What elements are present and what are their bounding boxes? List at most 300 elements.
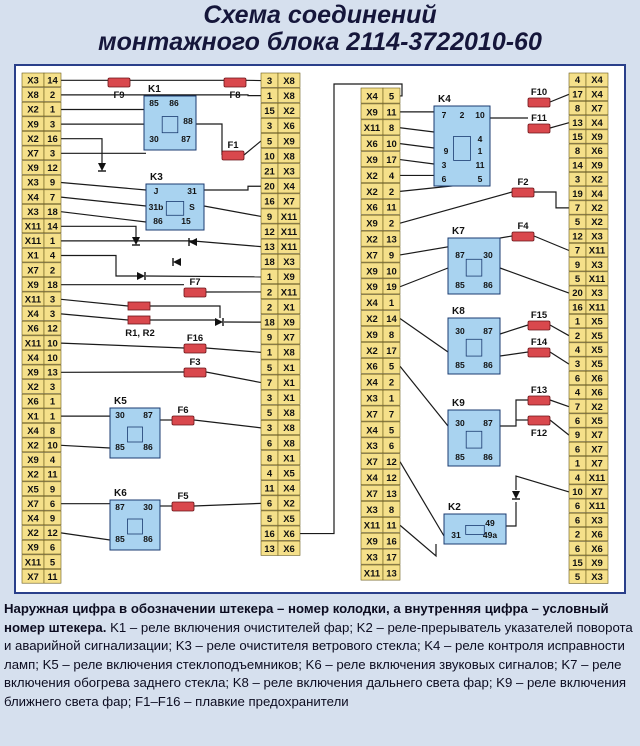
relay-k7: [448, 226, 500, 294]
connector-pin-left-9: [22, 204, 61, 218]
wire: [150, 306, 220, 318]
relay-label: K3: [150, 172, 163, 183]
pin-label: 4: [49, 455, 56, 467]
wire: [61, 197, 146, 206]
relay-label: K5: [114, 396, 127, 407]
pin-label: X1: [283, 302, 295, 314]
fuse-f16: [184, 333, 206, 353]
resistors-r1-r2: [125, 302, 155, 339]
wire: [194, 503, 261, 506]
pin-label: 5: [388, 425, 395, 437]
pin-label: X11: [588, 245, 606, 257]
fuse-body: [184, 288, 206, 297]
pin-label: 6: [574, 416, 581, 428]
pin-label: 4: [574, 387, 581, 399]
wire: [61, 343, 184, 348]
connector-pin-left-0: [22, 73, 61, 87]
fuse-body: [108, 78, 130, 87]
fuse-label: F1: [227, 140, 239, 151]
connector-pin-left-25: [22, 438, 61, 452]
connector-pin-center_right-4: [361, 152, 400, 167]
connector-pin-left-11: [22, 234, 61, 248]
wire: [500, 268, 569, 293]
connector-pin-right-16: [569, 300, 608, 313]
pin-label: 6: [388, 441, 395, 453]
wire: [61, 445, 110, 448]
relay-pin-label: 87: [181, 134, 191, 144]
pin-label: 12: [386, 473, 397, 485]
wire: [534, 192, 569, 208]
pin-label: 18: [264, 317, 275, 329]
relay-k6: [110, 488, 160, 550]
connector-pin-right-20: [569, 357, 608, 370]
connector-pin-right-5: [569, 144, 608, 157]
pin-label: 11: [386, 202, 397, 214]
pin-label: 18: [47, 279, 58, 291]
pin-label: X1: [27, 411, 39, 423]
diode-triangle: [512, 491, 520, 499]
resistors-label: R1, R2: [125, 328, 155, 339]
pin-label: 19: [572, 188, 583, 200]
pin-label: 14: [386, 314, 397, 326]
connector-pin-center_right-6: [361, 183, 400, 198]
pin-label: 10: [264, 151, 275, 163]
pin-label: X7: [591, 487, 603, 499]
connector-pin-right-10: [569, 215, 608, 228]
pin-label: X11: [24, 557, 42, 569]
connector-pin-right-6: [569, 158, 608, 171]
pin-label: X6: [283, 543, 295, 555]
pin-label: X4: [27, 192, 39, 204]
pin-label: 13: [386, 568, 397, 580]
connector-pin-right-0: [569, 73, 608, 86]
connector-pin-left-29: [22, 496, 61, 510]
pin-label: 3: [266, 75, 273, 87]
pin-label: 8: [574, 146, 581, 158]
pin-label: X9: [27, 455, 39, 467]
diode-1: [98, 163, 106, 171]
wire: [400, 319, 448, 352]
pin-label: 10: [572, 487, 583, 499]
pin-label: X2: [283, 106, 295, 118]
connector-pin-center_left-0: [261, 73, 300, 87]
pin-label: 8: [574, 103, 581, 115]
fuse-body: [172, 416, 194, 425]
pin-label: 16: [572, 302, 583, 314]
connector-pin-right-14: [569, 272, 608, 285]
connector-pin-center_right-25: [361, 486, 400, 501]
connector-pin-center_right-0: [361, 88, 400, 103]
fuse-body: [528, 98, 550, 107]
pin-label: 7: [574, 401, 581, 413]
wire: [500, 325, 528, 334]
pin-label: X4: [591, 89, 603, 101]
connector-pin-center_right-18: [361, 374, 400, 389]
relay-pin-label: 85: [149, 98, 159, 108]
connector-pin-center_right-19: [361, 390, 400, 405]
pin-label: X3: [366, 504, 378, 516]
pin-label: X7: [27, 148, 39, 160]
pin-label: 8: [49, 425, 56, 437]
pin-label: X9: [366, 107, 378, 119]
connector-pin-center_left-21: [261, 390, 300, 404]
wire: [61, 256, 138, 277]
pin-label: 13: [264, 241, 275, 253]
pin-label: X7: [283, 332, 295, 344]
relay-pin-label: 30: [455, 326, 465, 336]
connector-pin-left-19: [22, 350, 61, 364]
pin-label: X6: [27, 323, 39, 335]
wire: [206, 372, 261, 383]
wire: [500, 400, 528, 426]
pin-label: X4: [591, 188, 603, 200]
fuse-label: F12: [530, 428, 548, 439]
pin-label: X1: [283, 453, 295, 465]
relay-k8: [448, 306, 500, 374]
pin-label: X5: [591, 345, 603, 357]
pin-label: 3: [49, 119, 56, 131]
wiring-diagram-panel: [14, 64, 626, 594]
relay-pin-label: 31b: [148, 202, 164, 212]
pin-label: 3: [266, 121, 273, 133]
fuse-f6: [172, 405, 194, 425]
pin-label: 17: [572, 89, 583, 101]
pin-label: X2: [591, 203, 603, 215]
pin-label: X3: [366, 441, 378, 453]
pin-label: 1: [49, 396, 56, 408]
pin-label: 16: [386, 536, 397, 548]
pin-label: 6: [574, 515, 581, 527]
pin-label: 5: [388, 361, 395, 373]
connector-pin-right-22: [569, 385, 608, 398]
pin-label: X8: [27, 90, 39, 102]
pin-label: 2: [266, 287, 273, 299]
pin-label: X2: [366, 314, 378, 326]
pin-label: X1: [283, 392, 295, 404]
pin-label: 13: [386, 234, 397, 246]
connector-pin-right-18: [569, 329, 608, 342]
connector-pin-right-31: [569, 513, 608, 526]
diode-triangle: [137, 272, 145, 280]
pin-label: X2: [366, 234, 378, 246]
connector-pin-center_left-25: [261, 451, 300, 465]
pin-label: 14: [47, 75, 58, 87]
connector-pin-right-28: [569, 471, 608, 484]
relay-pin-label: 30: [455, 418, 465, 428]
pin-label: X5: [591, 416, 603, 428]
relay-label: K6: [114, 488, 127, 499]
connector-pin-center_left-19: [261, 360, 300, 374]
pin-label: 4: [266, 468, 273, 480]
fuse-label: F16: [186, 333, 204, 344]
pin-label: X6: [591, 529, 603, 541]
relay-pin-label: 85: [455, 452, 465, 462]
pin-label: X1: [27, 250, 39, 262]
diode-triangle: [189, 238, 197, 246]
fuse-label: F10: [530, 87, 548, 98]
wire: [196, 124, 222, 155]
wire: [550, 420, 569, 435]
relay-pin-label: 10: [475, 110, 485, 120]
pin-label: X4: [283, 483, 295, 495]
fuse-label: F14: [530, 337, 548, 348]
pin-label: 18: [47, 206, 58, 218]
fuse-body: [528, 321, 550, 330]
pin-label: 17: [386, 345, 397, 357]
wire: [400, 462, 444, 536]
relay-pin-label: 49: [485, 518, 495, 528]
pin-label: X6: [27, 396, 39, 408]
pin-label: X11: [24, 338, 42, 350]
wire: [61, 183, 146, 191]
pin-label: X2: [27, 104, 39, 116]
pin-label: 16: [264, 528, 275, 540]
pin-label: 9: [266, 332, 273, 344]
relay-pin-label: 31: [187, 186, 197, 196]
pin-label: 16: [47, 133, 58, 145]
pin-label: X6: [591, 373, 603, 385]
pin-label: X4: [366, 425, 378, 437]
pin-label: 19: [386, 282, 397, 294]
diode-5: [173, 258, 181, 266]
relay-pin-label: 87: [483, 326, 493, 336]
pin-label: X2: [366, 170, 378, 182]
pin-label: 1: [266, 272, 273, 284]
pin-label: X4: [27, 425, 39, 437]
pin-label: 1: [49, 411, 56, 423]
connector-pin-center_right-28: [361, 533, 400, 548]
relay-label: K1: [148, 84, 161, 95]
pin-label: X5: [283, 513, 295, 525]
connector-pin-right-12: [569, 243, 608, 256]
pin-label: 2: [388, 186, 395, 198]
fuse-label: F6: [177, 405, 189, 416]
pin-label: X9: [366, 266, 378, 278]
pin-label: 7: [574, 245, 581, 257]
pin-label: 11: [47, 469, 58, 481]
pin-label: 5: [266, 362, 273, 374]
pin-label: 2: [388, 218, 395, 230]
pin-label: 10: [47, 440, 58, 452]
wire: [61, 212, 146, 222]
pin-label: X9: [366, 329, 378, 341]
pin-label: 5: [574, 572, 581, 584]
connector-pin-center_right-23: [361, 454, 400, 469]
relay-pin-label: 86: [143, 442, 153, 452]
connector-pin-right-4: [569, 130, 608, 143]
pin-label: X3: [366, 393, 378, 405]
relay-label: K4: [438, 94, 451, 105]
wire: [206, 348, 261, 352]
pin-label: 11: [386, 520, 397, 532]
fuse-label: F11: [531, 113, 547, 124]
pin-label: 9: [574, 430, 581, 442]
pin-label: 9: [49, 513, 56, 525]
pin-label: 6: [266, 498, 273, 510]
pin-label: 2: [574, 330, 581, 342]
pin-label: 2: [388, 377, 395, 389]
pin-label: 3: [574, 359, 581, 371]
connector-pin-left-32: [22, 540, 61, 554]
connector-pin-center_left-15: [261, 300, 300, 314]
pin-label: X11: [24, 221, 42, 233]
connector-pin-center_right-14: [361, 311, 400, 326]
relay-pin-label: 86: [153, 216, 163, 226]
connector-pin-center_left-6: [261, 164, 300, 178]
connector-pin-center_left-18: [261, 345, 300, 359]
fuse-body: [172, 502, 194, 511]
pin-label: X3: [27, 206, 39, 218]
pin-label: X4: [27, 513, 39, 525]
pin-label: X3: [283, 257, 295, 269]
diode-triangle: [98, 163, 106, 171]
pin-label: X9: [27, 367, 39, 379]
connector-pin-right-21: [569, 371, 608, 384]
resistor-r1: [128, 302, 150, 310]
pin-label: X7: [591, 103, 603, 115]
fuse-f2: [512, 177, 534, 197]
connector-pin-center_right-2: [361, 120, 400, 135]
relay-pin-label: 30: [483, 250, 493, 260]
relay-k1: [144, 84, 196, 150]
components: [98, 75, 550, 550]
connector-pin-center_right-15: [361, 327, 400, 342]
pin-label: X11: [24, 236, 42, 248]
pin-label: 1: [49, 104, 56, 116]
pin-label: X9: [27, 163, 39, 175]
pin-label: 13: [264, 543, 275, 555]
wire: [550, 94, 569, 102]
fuse-body: [184, 368, 206, 377]
pin-label: X8: [283, 151, 295, 163]
pin-label: X5: [591, 359, 603, 371]
pin-label: X9: [366, 282, 378, 294]
relay-pin-label: 86: [483, 360, 493, 370]
connector-pin-right-15: [569, 286, 608, 299]
connector-pin-right-11: [569, 229, 608, 242]
pin-label: X3: [591, 572, 603, 584]
pin-label: X11: [363, 568, 381, 580]
pin-label: X8: [283, 438, 295, 450]
pin-label: 9: [388, 250, 395, 262]
connector-pin-right-33: [569, 542, 608, 555]
pin-label: 5: [388, 91, 395, 103]
fuse-f11: [528, 113, 550, 133]
connector-pin-right-23: [569, 400, 608, 413]
fuse-body: [512, 188, 534, 197]
relay-pin-label: 87: [483, 418, 493, 428]
title-line-1: Схема соединений: [203, 1, 437, 29]
pin-label: X11: [588, 302, 606, 314]
connector-pin-center_right-16: [361, 342, 400, 357]
connector-pin-right-32: [569, 527, 608, 540]
diode-triangle: [173, 258, 181, 266]
resistor-r2: [128, 316, 150, 324]
connector-pin-left-14: [22, 277, 61, 291]
relay-pin-label: J: [153, 186, 159, 196]
wire: [61, 299, 128, 306]
connector-pin-center_left-26: [261, 466, 300, 480]
connector-pin-center_left-28: [261, 496, 300, 510]
relay-pin-label: 6: [441, 174, 447, 184]
pin-label: X11: [588, 501, 606, 513]
connector-pin-left-13: [22, 263, 61, 277]
legend-bold: Наружная цифра в обозначении штекера – номер колодки, а внутренняя цифра – условный номер штекера.: [4, 601, 609, 635]
connector-pin-left-2: [22, 102, 61, 116]
connector-pin-center_right-5: [361, 168, 400, 183]
fuse-body: [224, 78, 246, 87]
connector-pin-center_left-7: [261, 179, 300, 193]
pin-label: 17: [386, 552, 397, 564]
fuse-label: F3: [189, 357, 201, 368]
connector-pin-center_right-7: [361, 199, 400, 214]
pin-label: 3: [49, 382, 56, 394]
pin-label: X2: [27, 440, 39, 452]
pin-label: X9: [366, 155, 378, 167]
connector-pin-left-23: [22, 409, 61, 423]
pin-label: X2: [283, 498, 295, 510]
diode-triangle: [215, 318, 223, 326]
relay-pin-label: 31: [451, 530, 461, 540]
pin-label: 3: [266, 392, 273, 404]
connector-pin-left-15: [22, 292, 61, 306]
relay-pin-label: 86: [483, 452, 493, 462]
wire: [400, 525, 436, 556]
pin-label: 6: [574, 501, 581, 513]
pin-label: X2: [591, 174, 603, 186]
connector-pin-left-18: [22, 336, 61, 350]
pin-label: X7: [27, 498, 39, 510]
relay-k2: [444, 502, 506, 544]
pin-label: X3: [591, 515, 603, 527]
pin-label: 11: [264, 483, 275, 495]
connector-pin-left-12: [22, 248, 61, 262]
relay-k5: [110, 396, 160, 458]
pin-label: X9: [591, 160, 603, 172]
fuse-label: F13: [530, 385, 548, 396]
relay-pin-label: 87: [115, 502, 125, 512]
connector-pin-center_right-12: [361, 279, 400, 294]
connector-pin-left-22: [22, 394, 61, 408]
connector-pin-center_right-20: [361, 406, 400, 421]
pin-label: X7: [591, 458, 603, 470]
connector-pin-right-29: [569, 485, 608, 498]
pin-label: X3: [283, 166, 295, 178]
connector-pin-center_left-3: [261, 118, 300, 132]
connector-pin-center_left-1: [261, 88, 300, 102]
connector-pin-left-6: [22, 161, 61, 175]
pin-label: 12: [264, 226, 275, 238]
fuse-label: F2: [517, 177, 529, 188]
pin-label: 1: [266, 347, 273, 359]
wire: [550, 325, 569, 336]
pin-label: X8: [283, 90, 295, 102]
connector-pin-right-1: [569, 87, 608, 100]
relay-label: K2: [448, 502, 461, 513]
relay-pin-label: 30: [149, 134, 159, 144]
connector-pin-right-30: [569, 499, 608, 512]
pin-label: X8: [283, 75, 295, 87]
fuse-label: F8: [229, 90, 241, 101]
pin-label: 6: [574, 543, 581, 555]
relay-pin-label: 86: [143, 534, 153, 544]
wire: [194, 420, 261, 428]
connector-pin-center_left-23: [261, 420, 300, 434]
wire: [61, 533, 110, 540]
relay-pin-label: 7: [441, 110, 447, 120]
pin-label: 10: [47, 338, 58, 350]
wire: [204, 206, 261, 216]
